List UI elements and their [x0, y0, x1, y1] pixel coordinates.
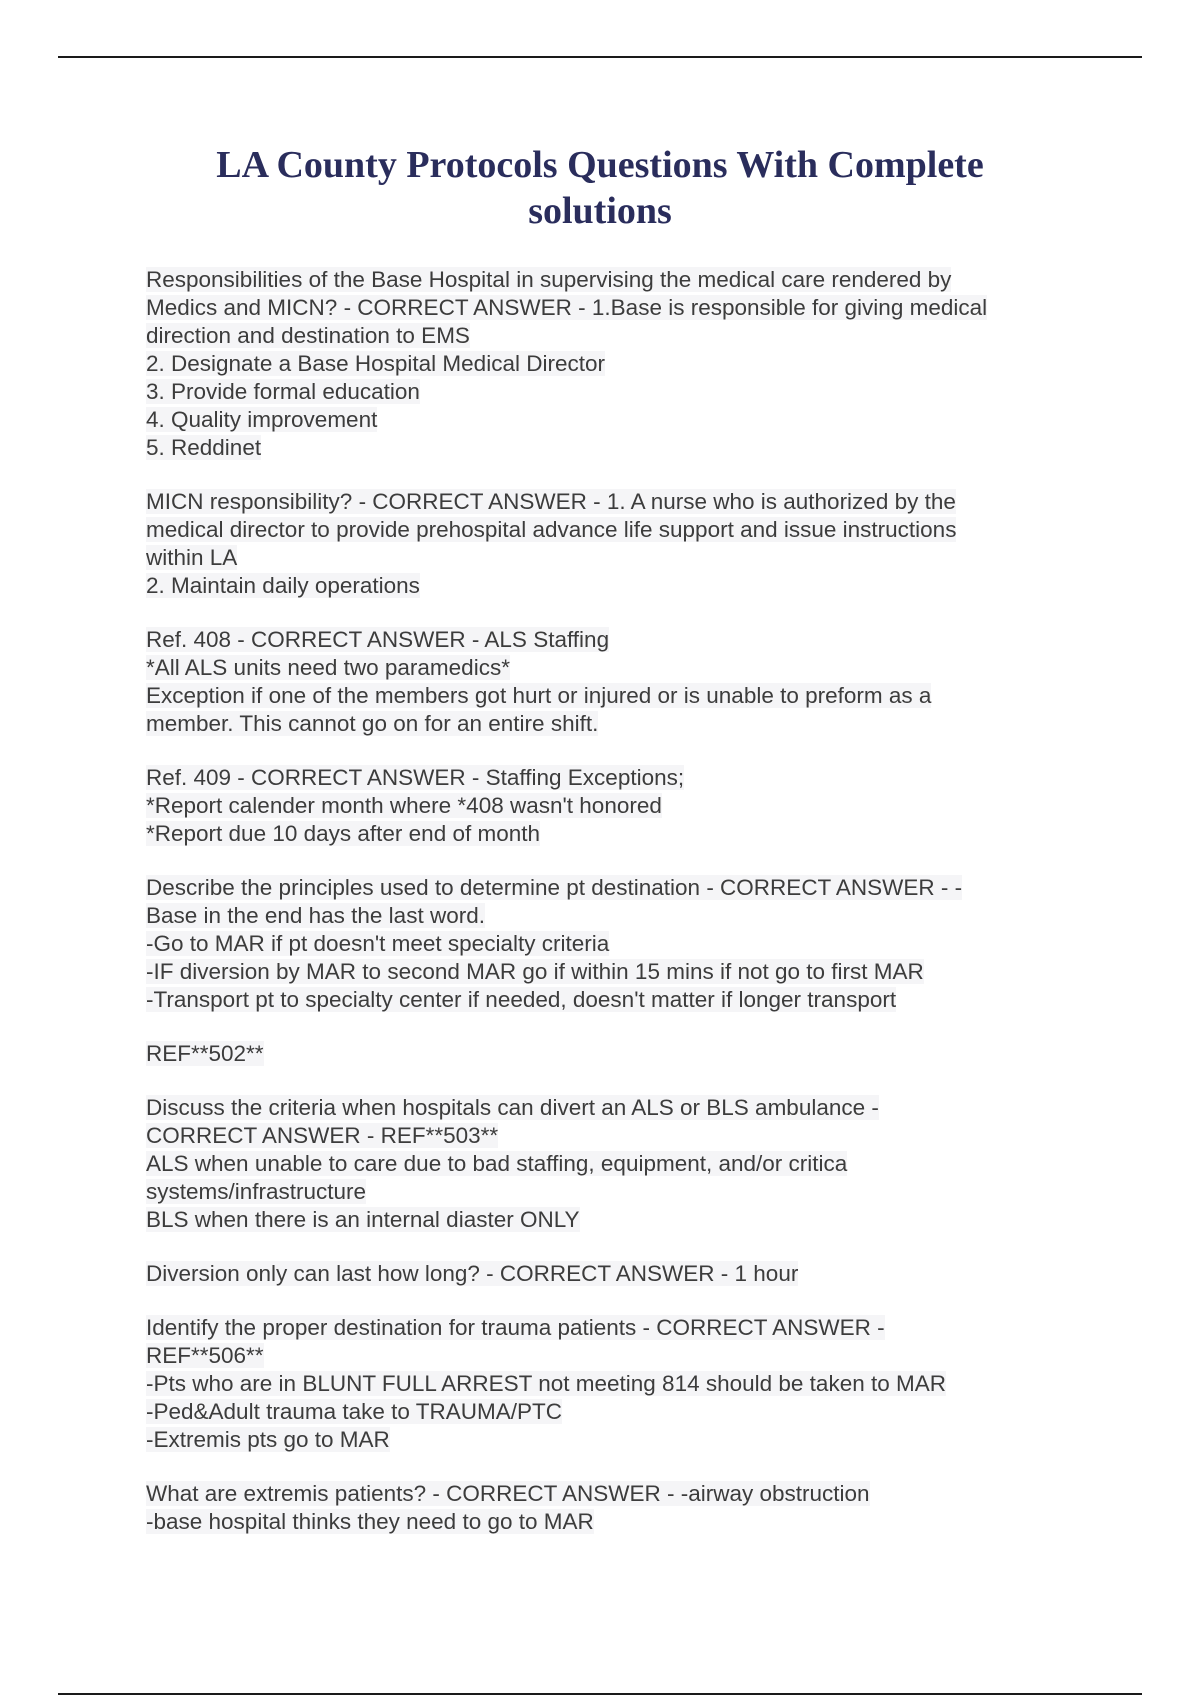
footer-rule	[58, 1693, 1142, 1695]
qa-line-text: within LA	[146, 545, 238, 570]
qa-line	[146, 1314, 1066, 1342]
qa-line-text: MICN responsibility? - CORRECT ANSWER - 1. A nurse who is authorized by the	[146, 489, 956, 514]
qa-line	[146, 1426, 1066, 1454]
qa-line	[146, 406, 1066, 434]
qa-block	[146, 1094, 1066, 1234]
title-line-1: LA County Protocols Questions With Complete	[216, 144, 984, 186]
qa-line-text: 2. Maintain daily operations	[146, 573, 420, 598]
qa-line-text: What are extremis patients? - CORRECT ANSWER - -airway obstruction	[146, 1481, 870, 1506]
qa-line-text: systems/infrastructure	[146, 1179, 367, 1204]
qa-line-text: ALS when unable to care due to bad staffing, equipment, and/or critica	[146, 1151, 848, 1176]
qa-line	[146, 654, 1066, 682]
qa-line-text: -Transport pt to specialty center if needed, doesn't matter if longer transport	[146, 987, 897, 1012]
qa-line-text: Responsibilities of the Base Hospital in supervising the medical care rendered by	[146, 267, 952, 292]
qa-line-text: *Report calender month where *408 wasn't honored	[146, 793, 662, 818]
qa-line-text: Describe the principles used to determine pt destination - CORRECT ANSWER - -	[146, 875, 963, 900]
qa-line-text: Discuss the criteria when hospitals can divert an ALS or BLS ambulance -	[146, 1095, 879, 1120]
qa-line-text: 2. Designate a Base Hospital Medical Director	[146, 351, 605, 376]
qa-line	[146, 488, 1066, 516]
qa-line-text: REF**502**	[146, 1041, 264, 1066]
qa-line	[146, 1342, 1066, 1370]
qa-line	[146, 930, 1066, 958]
qa-line-text: 3. Provide formal education	[146, 379, 420, 404]
qa-line	[146, 544, 1066, 572]
qa-line-text: -Extremis pts go to MAR	[146, 1427, 390, 1452]
qa-line-text: medical director to provide prehospital advance life support and issue instructions	[146, 517, 957, 542]
qa-line	[146, 1260, 1066, 1288]
qa-line	[146, 378, 1066, 406]
qa-line	[146, 1206, 1066, 1234]
qa-block	[146, 874, 1066, 1014]
qa-line-text: direction and destination to EMS	[146, 323, 470, 348]
qa-line	[146, 792, 1066, 820]
document-body	[146, 266, 1066, 1562]
qa-line-text: CORRECT ANSWER - REF**503**	[146, 1123, 499, 1148]
qa-block	[146, 266, 1066, 462]
qa-block	[146, 1040, 1066, 1068]
qa-line-text: -Go to MAR if pt doesn't meet specialty criteria	[146, 931, 610, 956]
qa-line	[146, 572, 1066, 600]
header-rule	[58, 56, 1142, 58]
qa-line	[146, 434, 1066, 462]
qa-line-text: Exception if one of the members got hurt or injured or is unable to preform as a	[146, 683, 932, 708]
qa-line	[146, 1178, 1066, 1206]
qa-line	[146, 1370, 1066, 1398]
title-line-2: solutions	[528, 190, 672, 232]
qa-line	[146, 820, 1066, 848]
qa-line	[146, 1398, 1066, 1426]
qa-line-text: member. This cannot go on for an entire shift.	[146, 711, 599, 736]
qa-line	[146, 294, 1066, 322]
qa-line-text: Diversion only can last how long? - CORRECT ANSWER - 1 hour	[146, 1261, 799, 1286]
qa-line	[146, 902, 1066, 930]
qa-line	[146, 1040, 1066, 1068]
qa-line-text: *All ALS units need two paramedics*	[146, 655, 510, 680]
document-title	[100, 142, 1100, 234]
qa-line	[146, 322, 1066, 350]
qa-line-text: -IF diversion by MAR to second MAR go if within 15 mins if not go to first MAR	[146, 959, 924, 984]
qa-line	[146, 764, 1066, 792]
qa-line-text: Medics and MICN? - CORRECT ANSWER - 1.Base is responsible for giving medical	[146, 295, 988, 320]
qa-line-text: Ref. 408 - CORRECT ANSWER - ALS Staffing	[146, 627, 610, 652]
qa-line	[146, 874, 1066, 902]
qa-line-text: -Pts who are in BLUNT FULL ARREST not meeting 814 should be taken to MAR	[146, 1371, 946, 1396]
qa-block	[146, 488, 1066, 600]
qa-block	[146, 1314, 1066, 1454]
qa-block	[146, 1480, 1066, 1536]
qa-line	[146, 1122, 1066, 1150]
qa-line-text: 5. Reddinet	[146, 435, 262, 460]
qa-line	[146, 1150, 1066, 1178]
qa-line	[146, 986, 1066, 1014]
qa-line-text: Base in the end has the last word.	[146, 903, 485, 928]
qa-line-text: -Ped&Adult trauma take to TRAUMA/PTC	[146, 1399, 562, 1424]
qa-line-text: *Report due 10 days after end of month	[146, 821, 541, 846]
qa-line	[146, 682, 1066, 710]
qa-line	[146, 516, 1066, 544]
qa-block	[146, 626, 1066, 738]
qa-line	[146, 1508, 1066, 1536]
qa-block	[146, 764, 1066, 848]
qa-line-text: BLS when there is an internal diaster ONLY	[146, 1207, 580, 1232]
qa-line	[146, 626, 1066, 654]
qa-line	[146, 1480, 1066, 1508]
qa-line	[146, 958, 1066, 986]
qa-block	[146, 1260, 1066, 1288]
qa-line-text: -base hospital thinks they need to go to MAR	[146, 1509, 594, 1534]
qa-line	[146, 350, 1066, 378]
qa-line-text: Ref. 409 - CORRECT ANSWER - Staffing Exceptions;	[146, 765, 685, 790]
qa-line	[146, 1094, 1066, 1122]
qa-line-text: 4. Quality improvement	[146, 407, 378, 432]
qa-line-text: REF**506**	[146, 1343, 264, 1368]
qa-line	[146, 266, 1066, 294]
qa-line-text: Identify the proper destination for trauma patients - CORRECT ANSWER -	[146, 1315, 885, 1340]
qa-line	[146, 710, 1066, 738]
